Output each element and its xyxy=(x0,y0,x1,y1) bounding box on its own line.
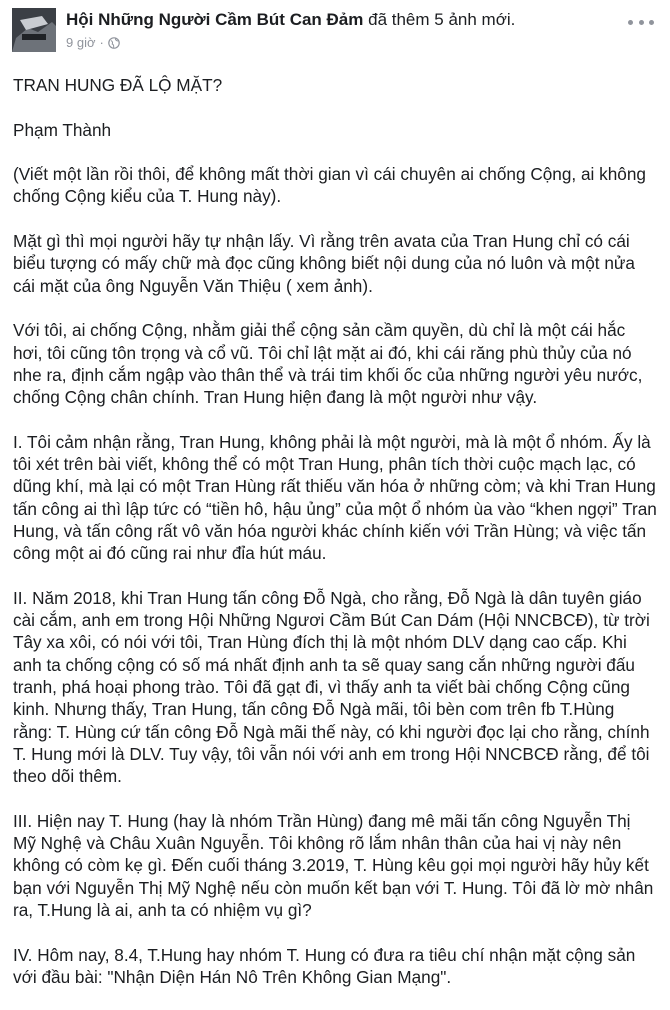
more-dot xyxy=(639,20,644,25)
post-text xyxy=(13,74,658,1010)
more-dot xyxy=(649,20,654,25)
post-paragraph: II. Năm 2018, khi Tran Hung tấn công Đỗ Ngà, cho rằng, Đỗ Ngà là dân tuyên giáo cài cắm, anh em trong Hội Những Ngươi Cầm Bút Can Dám (Hội NNCBCĐ), từ trời Tây xa xôi, có nói với tôi, Tran Hùng đích thị là một nhóm DLV dạng cao cấp. Khi anh ta chống cộng có số má nhất định anh ta sẽ quay sang cắn những người đấu tranh, phá hoại phong trào. Tôi đã gạt đi, vì thấy anh ta viết bài chống Cộng cũng kinh. Nhưng thấy, Tran Hung, tấn công Đỗ Ngà mãi, tôi bèn com trên fb T.Hùng rằng: T. Hùng cứ tấn công Đỗ Ngà mãi thế này, có khi người đọc lại cho rằng, chính T. Hung mới là DLV. Tuy vậy, tôi vẫn nói với anh em trong Hội NNCBCĐ rằng, để tôi theo dõi thêm. xyxy=(13,587,650,787)
post-paragraph: (Viết một lần rồi thôi, để không mất thời gian vì cái chuyên ai chống Cộng, ai không chống Cộng kiểu của T. Hung này). xyxy=(13,164,646,207)
post-meta xyxy=(66,35,120,51)
group-avatar[interactable] xyxy=(12,8,56,52)
post-paragraph: Với tôi, ai chống Cộng, nhằm giải thể cộng sản cầm quyền, dù chỉ là một cái hắc hơi, tôi cũng tôn trọng và cổ vũ. Tôi chỉ lật mặt ai đó, khi cái răng phù thủy của nó nhe ra, định cắm ngập vào thân thể và trái tim khối ốc của những người yêu nước, chống Cộng chân chính. Tran Hung hiện đang là một người như vậy. xyxy=(13,320,643,408)
globe-icon xyxy=(108,37,120,49)
author-line xyxy=(66,9,515,31)
post-byline: Phạm Thành xyxy=(13,119,112,140)
post-paragraph: Mặt gì thì mọi người hãy tự nhận lấy. Vì rằng trên avata của Tran Hung chỉ có cái biểu tượng có mấy chữ mà đọc cũng không biết nội dung của nó luôn và một nửa cái mặt của ông Nguyễn Văn Thiệu ( xem ảnh). xyxy=(13,231,635,296)
more-horizontal-icon xyxy=(628,20,633,25)
more-options-button[interactable] xyxy=(628,14,654,30)
post-title: TRAN HUNG ĐÃ LỘ MẶT? xyxy=(13,75,223,95)
avatar-image xyxy=(12,8,56,52)
post-header xyxy=(0,0,670,60)
post-timestamp[interactable]: 9 giờ xyxy=(66,35,96,50)
post-paragraph: I. Tôi cảm nhận rằng, Tran Hung, không phải là một người, mà là một ổ nhóm. Ấy là tôi xét trên bài viết, không thể có một Tran Hung, phân tích thời cuộc mạch lạc, có dũng khí, mà lại có một Tran Hùng rất thiếu văn hóa ở những còm; và khi Tran Hung tấn công ai thì lập tức có “tiền hô, hậu ủng” của một ổ nhóm ùa vào “khen ngợi” Tran Hung, và tấn công rất vô văn hóa người khác chính kiến với Trần Hùng; và việc tấn công một ai đó cũng rai như đỉa hút máu. xyxy=(13,431,657,564)
meta-separator: · xyxy=(99,35,104,50)
post-paragraph: III. Hiện nay T. Hung (hay là nhóm Trần Hùng) đang mê mãi tấn công Nguyễn Thị Mỹ Nghệ và Châu Xuân Nguyễn. Tôi không rõ lắm nhân thân của hai vị này nên không có còm kẹ gì. Đến cuối tháng 3.2019, T. Hùng kêu gọi mọi người hãy hủy kết bạn với Nguyễn Thị Mỹ Nghệ nếu còn muốn kết bạn với T. Hung. Tôi đã lờ mờ nhân ra, T.Hung là ai, anh ta có nhiệm vụ gì? xyxy=(13,810,654,920)
post-paragraph: IV. Hôm nay, 8.4, T.Hung hay nhóm T. Hung có đưa ra tiêu chí nhận mặt cộng sản với đầu bài: "Nhận Diện Hán Nô Trên Không Gian Mạng". xyxy=(13,944,636,987)
post-action-text: đã thêm 5 ảnh mới. xyxy=(363,10,516,29)
author-name-link[interactable]: Hội Những Người Cầm Bút Can Đảm xyxy=(66,10,364,29)
